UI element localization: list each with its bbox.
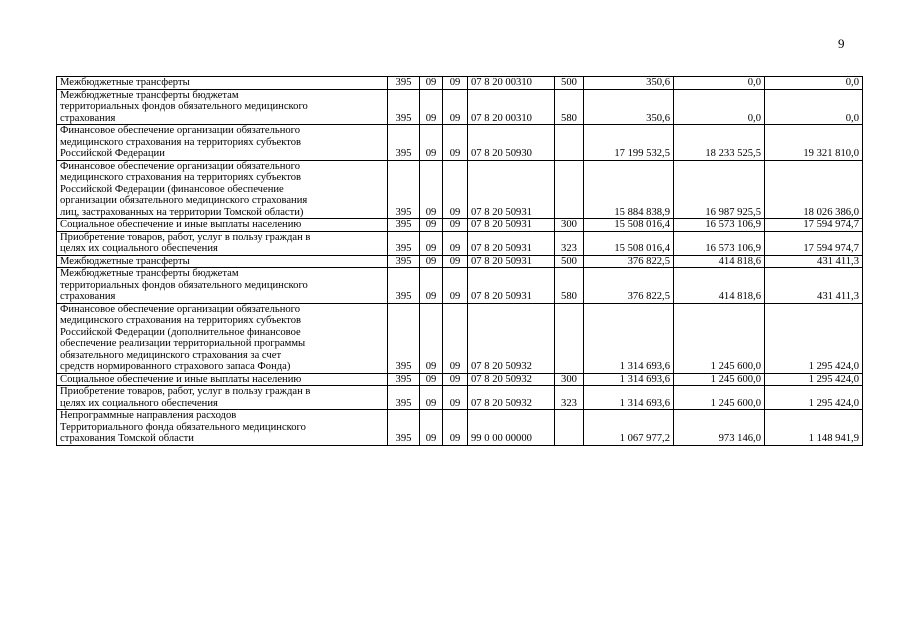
admin-code-cell: 395	[388, 231, 420, 255]
expense-type-cell	[555, 125, 584, 161]
table-row	[57, 77, 863, 90]
amount-year3-cell: 431 411,3	[765, 255, 863, 268]
amount-year2-cell: 973 146,0	[674, 410, 765, 446]
section-cell: 09	[420, 231, 443, 255]
section-cell: 09	[420, 125, 443, 161]
amount-year1-cell: 1 314 693,6	[584, 373, 674, 386]
item-name-line: Российской Федерации (финансовое обеспечение	[60, 183, 284, 195]
amount-year1-cell: 350,6	[584, 89, 674, 125]
amount-year3-cell: 19 321 810,0	[765, 125, 863, 161]
amount-year1-cell: 350,6	[584, 77, 674, 90]
item-name-line: Межбюджетные трансферты бюджетам	[60, 268, 239, 279]
target-article-cell: 07 8 20 50931	[468, 219, 555, 232]
subsection-cell: 09	[443, 386, 468, 410]
amount-year2-cell: 1 245 600,0	[674, 303, 765, 373]
item-name-line: территориальных фондов обязательного медицинского	[60, 279, 308, 291]
item-name-line: страхования	[60, 291, 116, 302]
item-name-line: Финансовое обеспечение организации обязательного	[60, 125, 301, 136]
amount-year1-cell: 1 314 693,6	[584, 303, 674, 373]
amount-year3-cell: 1 148 941,9	[765, 410, 863, 446]
amount-year2-cell: 0,0	[674, 89, 765, 125]
amount-year1-cell: 376 822,5	[584, 255, 674, 268]
item-name-cell	[57, 219, 388, 232]
admin-code-cell: 395	[388, 77, 420, 90]
target-article-cell: 07 8 20 50930	[468, 125, 555, 161]
subsection-cell: 09	[443, 125, 468, 161]
section-cell: 09	[420, 410, 443, 446]
amount-year2-cell: 16 987 925,5	[674, 160, 765, 219]
target-article-cell: 07 8 20 00310	[468, 77, 555, 90]
target-article-cell: 99 0 00 00000	[468, 410, 555, 446]
admin-code-cell: 395	[388, 303, 420, 373]
target-article-cell: 07 8 20 50931	[468, 255, 555, 268]
table-row	[57, 268, 863, 304]
item-name-line: Межбюджетные трансферты	[60, 77, 190, 88]
table-row	[57, 255, 863, 268]
item-name-line: Российской Федерации	[60, 148, 165, 159]
item-name-line: Непрограммные направления расходов	[60, 410, 237, 421]
admin-code-cell: 395	[388, 268, 420, 304]
subsection-cell: 09	[443, 160, 468, 219]
subsection-cell: 09	[443, 219, 468, 232]
table-row	[57, 410, 863, 446]
admin-code-cell: 395	[388, 219, 420, 232]
amount-year1-cell: 15 508 016,4	[584, 231, 674, 255]
table-row	[57, 160, 863, 219]
item-name-cell	[57, 231, 388, 255]
item-name-line: медицинского страхования на территориях субъектов	[60, 172, 302, 183]
amount-year2-cell: 1 245 600,0	[674, 373, 765, 386]
amount-year3-cell: 0,0	[765, 89, 863, 125]
section-cell: 09	[420, 89, 443, 125]
item-name-line: Социальное обеспечение и иные выплаты населению	[60, 219, 302, 230]
item-name-line: страхования Томской области	[60, 433, 194, 444]
admin-code-cell: 395	[388, 386, 420, 410]
target-article-cell: 07 8 20 50931	[468, 268, 555, 304]
expense-type-cell: 300	[555, 219, 584, 232]
amount-year3-cell: 18 026 386,0	[765, 160, 863, 219]
amount-year3-cell: 1 295 424,0	[765, 303, 863, 373]
amount-year3-cell: 431 411,3	[765, 268, 863, 304]
table-row	[57, 219, 863, 232]
expense-type-cell: 500	[555, 255, 584, 268]
amount-year3-cell: 1 295 424,0	[765, 373, 863, 386]
item-name-cell	[57, 303, 388, 373]
target-article-cell: 07 8 20 50931	[468, 231, 555, 255]
item-name-line: целях их социального обеспечения	[60, 397, 218, 409]
admin-code-cell: 395	[388, 373, 420, 386]
target-article-cell: 07 8 20 00310	[468, 89, 555, 125]
subsection-cell: 09	[443, 373, 468, 386]
admin-code-cell: 395	[388, 125, 420, 161]
subsection-cell: 09	[443, 89, 468, 125]
expense-type-cell: 300	[555, 373, 584, 386]
subsection-cell: 09	[443, 77, 468, 90]
expense-type-cell: 323	[555, 231, 584, 255]
target-article-cell: 07 8 20 50931	[468, 160, 555, 219]
amount-year3-cell: 0,0	[765, 77, 863, 90]
section-cell: 09	[420, 219, 443, 232]
amount-year2-cell: 16 573 106,9	[674, 231, 765, 255]
table-row	[57, 89, 863, 125]
item-name-line: организации обязательного медицинского страхования	[60, 195, 308, 206]
section-cell: 09	[420, 77, 443, 90]
item-name-line: Приобретение товаров, работ, услуг в пользу граждан в	[60, 386, 311, 397]
item-name-line: территориальных фондов обязательного медицинского	[60, 101, 308, 112]
amount-year2-cell: 0,0	[674, 77, 765, 90]
item-name-line: страхования	[60, 112, 116, 124]
admin-code-cell: 395	[388, 410, 420, 446]
item-name-cell	[57, 77, 388, 90]
item-name-cell	[57, 268, 388, 304]
section-cell: 09	[420, 386, 443, 410]
table-row	[57, 231, 863, 255]
item-name-line: Финансовое обеспечение организации обязательного	[60, 160, 301, 172]
table-body	[57, 77, 863, 446]
expense-type-cell	[555, 303, 584, 373]
amount-year2-cell: 18 233 525,5	[674, 125, 765, 161]
target-article-cell: 07 8 20 50932	[468, 386, 555, 410]
item-name-cell	[57, 373, 388, 386]
table-row	[57, 373, 863, 386]
section-cell: 09	[420, 268, 443, 304]
section-cell: 09	[420, 255, 443, 268]
expense-type-cell	[555, 410, 584, 446]
item-name-line: обеспечение реализации территориальной программы	[60, 338, 306, 349]
subsection-cell: 09	[443, 255, 468, 268]
item-name-line: Российской Федерации (дополнительное финансовое	[60, 326, 301, 338]
item-name-line: обязательного медицинского страхования за счет	[60, 349, 282, 361]
item-name-line: Социальное обеспечение и иные выплаты населению	[60, 373, 302, 385]
table-row	[57, 125, 863, 161]
amount-year2-cell: 16 573 106,9	[674, 219, 765, 232]
item-name-line: медицинского страхования на территориях субъектов	[60, 136, 302, 148]
expense-type-cell: 580	[555, 89, 584, 125]
item-name-line: Межбюджетные трансферты	[60, 255, 190, 267]
amount-year1-cell: 1 314 693,6	[584, 386, 674, 410]
item-name-line: медицинского страхования на территориях субъектов	[60, 315, 302, 326]
amount-year1-cell: 1 067 977,2	[584, 410, 674, 446]
item-name-cell	[57, 89, 388, 125]
amount-year1-cell: 15 884 838,9	[584, 160, 674, 219]
item-name-cell	[57, 410, 388, 446]
subsection-cell: 09	[443, 268, 468, 304]
target-article-cell: 07 8 20 50932	[468, 303, 555, 373]
table-row	[57, 386, 863, 410]
budget-table	[56, 76, 863, 446]
admin-code-cell: 395	[388, 160, 420, 219]
amount-year1-cell: 17 199 532,5	[584, 125, 674, 161]
section-cell: 09	[420, 303, 443, 373]
item-name-cell	[57, 386, 388, 410]
item-name-line: Территориального фонда обязательного медицинского	[60, 421, 306, 433]
section-cell: 09	[420, 160, 443, 219]
item-name-line: Приобретение товаров, работ, услуг в пользу граждан в	[60, 231, 311, 243]
amount-year1-cell: 15 508 016,4	[584, 219, 674, 232]
item-name-line: целях их социального обеспечения	[60, 243, 218, 254]
item-name-line: Финансовое обеспечение организации обязательного	[60, 303, 301, 315]
amount-year2-cell: 414 818,6	[674, 255, 765, 268]
amount-year1-cell: 376 822,5	[584, 268, 674, 304]
amount-year3-cell: 1 295 424,0	[765, 386, 863, 410]
page-number: 9	[838, 36, 845, 51]
expense-type-cell	[555, 160, 584, 219]
expense-type-cell: 580	[555, 268, 584, 304]
expense-type-cell: 323	[555, 386, 584, 410]
amount-year3-cell: 17 594 974,7	[765, 231, 863, 255]
item-name-cell	[57, 125, 388, 161]
amount-year3-cell: 17 594 974,7	[765, 219, 863, 232]
item-name-line: Межбюджетные трансферты бюджетам	[60, 89, 239, 101]
item-name-cell	[57, 160, 388, 219]
admin-code-cell: 395	[388, 255, 420, 268]
target-article-cell: 07 8 20 50932	[468, 373, 555, 386]
table-row	[57, 303, 863, 373]
amount-year2-cell: 414 818,6	[674, 268, 765, 304]
subsection-cell: 09	[443, 410, 468, 446]
item-name-cell	[57, 255, 388, 268]
item-name-line: лиц, застрахованных на территории Томской области)	[60, 206, 304, 218]
amount-year2-cell: 1 245 600,0	[674, 386, 765, 410]
admin-code-cell: 395	[388, 89, 420, 125]
item-name-line: средств нормированного страхового запаса Фонда)	[60, 361, 291, 372]
section-cell: 09	[420, 373, 443, 386]
subsection-cell: 09	[443, 231, 468, 255]
expense-type-cell: 500	[555, 77, 584, 90]
subsection-cell: 09	[443, 303, 468, 373]
